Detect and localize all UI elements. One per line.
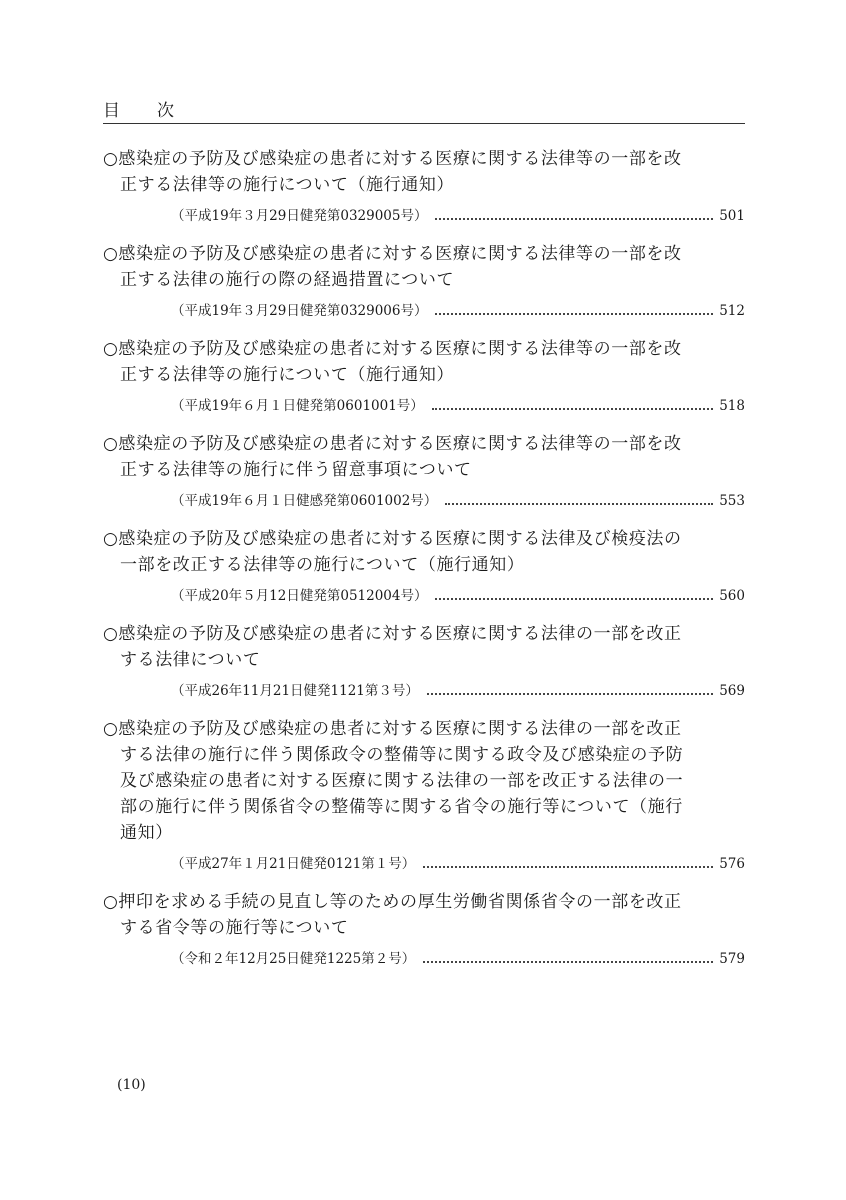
toc-entry-title	[103, 621, 745, 673]
notice-reference: （平成19年３月29日健発第0329005号）	[171, 208, 428, 224]
toc-entry-title	[103, 336, 745, 388]
toc-entry-reference-row	[103, 950, 745, 968]
toc-entry[interactable]	[103, 621, 745, 700]
toc-entry-title-line: ○感染症の予防及び感染症の患者に対する医療に関する法律の一部を改正	[103, 719, 682, 739]
toc-entry-reference-row	[103, 397, 745, 415]
toc-entry[interactable]	[103, 526, 745, 605]
notice-reference: （平成19年３月29日健発第0329006号）	[171, 303, 428, 319]
toc-entry-reference-row	[103, 302, 745, 320]
toc-entry-title-line: 一部を改正する法律等の施行について（施行通知）	[120, 555, 525, 575]
toc-entry[interactable]	[103, 241, 745, 320]
toc-entry-title	[103, 431, 745, 483]
dot-leader	[423, 866, 713, 868]
dot-leader	[435, 218, 713, 220]
toc-entry[interactable]	[103, 146, 745, 225]
toc-entry-title-line: 正する法律等の施行について（施行通知）	[120, 365, 455, 385]
dot-leader	[435, 313, 713, 315]
notice-reference: （平成27年１月21日健発0121第１号）	[171, 856, 416, 872]
toc-entry-title-line: ○感染症の予防及び感染症の患者に対する医療に関する法律等の一部を改	[103, 244, 682, 264]
notice-reference: （平成19年６月１日健感発第0601002号）	[171, 493, 438, 509]
toc-entry[interactable]	[103, 336, 745, 415]
toc-entry-title	[103, 146, 745, 198]
notice-reference: （平成26年11月21日健発1121第３号）	[171, 683, 419, 699]
toc-entry-title	[103, 241, 745, 293]
toc-entry[interactable]	[103, 431, 745, 510]
toc-entry-title-line: 通知）	[120, 823, 173, 843]
notice-reference: （令和２年12月25日健発1225第２号）	[171, 951, 416, 967]
toc-entry-title-line: ○押印を求める手続の見直し等のための厚生労働省関係省令の一部を改正	[103, 892, 682, 912]
toc-entry-title-line: する省令等の施行等について	[120, 918, 349, 938]
toc-entry-title	[103, 716, 745, 846]
notice-reference: （平成20年５月12日健発第0512004号）	[171, 588, 428, 604]
dot-leader	[432, 408, 713, 410]
toc-page-number[interactable]: 560	[719, 588, 745, 604]
toc-entry-title-line: 正する法律の施行の際の経過措置について	[120, 270, 455, 290]
toc-entry-title-line: 正する法律等の施行に伴う留意事項について	[120, 460, 472, 480]
toc-entry-title-line: ○感染症の予防及び感染症の患者に対する医療に関する法律及び検疫法の	[103, 529, 682, 549]
toc-entry-title-line: ○感染症の予防及び感染症の患者に対する医療に関する法律の一部を改正	[103, 624, 682, 644]
page-title: 目 次	[103, 101, 184, 121]
toc-entry-reference-row	[103, 587, 745, 605]
toc-entry-title-line: 部の施行に伴う関係省令の整備等に関する省令の施行等について（施行	[120, 797, 683, 817]
toc-entry-reference-row	[103, 207, 745, 225]
toc-page-number[interactable]: 569	[719, 683, 745, 699]
toc-entry[interactable]	[103, 716, 745, 873]
toc-page-number[interactable]: 501	[719, 208, 745, 224]
page-number: (10)	[117, 1077, 146, 1093]
dot-leader	[445, 503, 713, 505]
dot-leader	[423, 961, 713, 963]
toc-entry-title-line: 及び感染症の患者に対する医療に関する法律の一部を改正する法律の一	[120, 771, 684, 791]
toc-list	[103, 146, 745, 984]
toc-entry-title-line: ○感染症の予防及び感染症の患者に対する医療に関する法律等の一部を改	[103, 434, 682, 454]
toc-page-number[interactable]: 553	[719, 493, 745, 509]
dot-leader	[435, 598, 713, 600]
toc-page-number[interactable]: 579	[719, 951, 745, 967]
toc-page-number[interactable]: 518	[719, 398, 745, 414]
toc-entry-title-line: 正する法律等の施行について（施行通知）	[120, 175, 455, 195]
toc-entry-title-line: する法律について	[120, 650, 261, 670]
toc-entry-title	[103, 526, 745, 578]
dot-leader	[427, 693, 713, 695]
header-divider	[103, 123, 745, 124]
toc-page-number[interactable]: 576	[719, 856, 745, 872]
toc-page-number[interactable]: 512	[719, 303, 745, 319]
toc-entry-title-line: する法律の施行に伴う関係政令の整備等に関する政令及び感染症の予防	[120, 745, 684, 765]
toc-entry-reference-row	[103, 682, 745, 700]
toc-entry-reference-row	[103, 855, 745, 873]
toc-entry[interactable]	[103, 889, 745, 968]
toc-entry-title-line: ○感染症の予防及び感染症の患者に対する医療に関する法律等の一部を改	[103, 149, 682, 169]
toc-entry-title	[103, 889, 745, 941]
notice-reference: （平成19年６月１日健発第0601001号）	[171, 398, 424, 414]
toc-entry-reference-row	[103, 492, 745, 510]
toc-entry-title-line: ○感染症の予防及び感染症の患者に対する医療に関する法律等の一部を改	[103, 339, 682, 359]
